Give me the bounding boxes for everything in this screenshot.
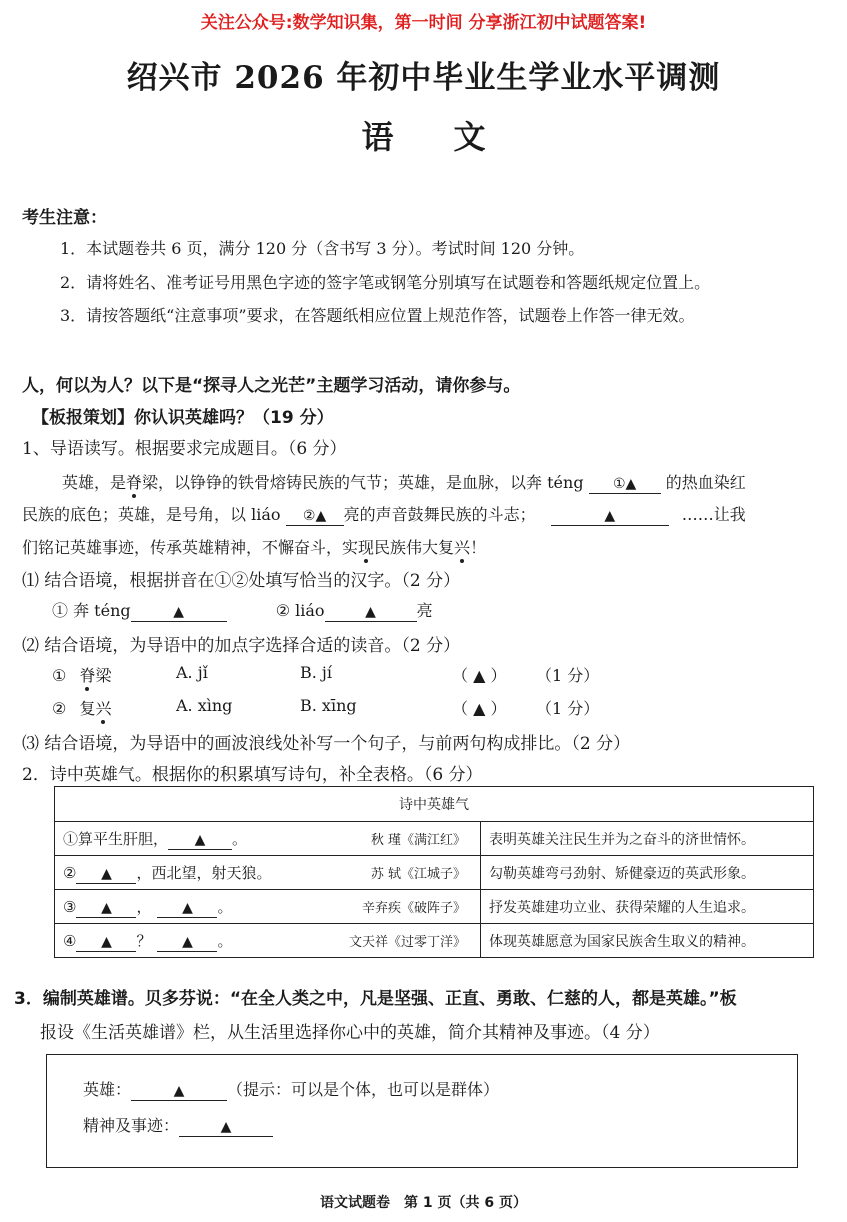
verse-text: ③ bbox=[63, 897, 77, 916]
verse-text: ④ bbox=[63, 931, 77, 950]
answer-liao[interactable]: ▲ bbox=[325, 603, 417, 622]
verse-text: ①算平生肝胆， bbox=[63, 829, 169, 848]
word-tail: 梁 bbox=[95, 666, 112, 685]
verse-blank[interactable]: ▲ bbox=[76, 899, 136, 918]
poem-source: 苏 轼《江城子》 bbox=[370, 867, 466, 882]
table-row bbox=[55, 856, 814, 890]
verse-blank[interactable]: ▲ bbox=[76, 933, 136, 952]
verse-cell bbox=[55, 924, 481, 958]
page-footer: 语文试题卷 第 1 页（共 6 页） bbox=[320, 1195, 527, 1211]
q1-title: 1、导语读写。根据要求完成题目。（6 分） bbox=[22, 439, 347, 459]
verse-cell bbox=[55, 890, 481, 924]
dotted-word bbox=[79, 699, 111, 718]
score-note: （1 分） bbox=[536, 699, 600, 718]
notice-item: 1．本试题卷共 6 页，满分 120 分（含书写 3 分）。考试时间 120 分钟。 bbox=[60, 239, 585, 258]
passage-text: ！ bbox=[470, 538, 487, 557]
section-heading: 【板报策划】你认识英雄吗？（19 分） bbox=[32, 408, 334, 428]
option-a[interactable]: A. xìng bbox=[176, 696, 233, 715]
passage-text: 亮的声音鼓舞民族的斗志； bbox=[343, 505, 536, 524]
passage-text: 们铭记英雄事迹，传承英雄精神，不懈奋斗，实 bbox=[22, 538, 359, 557]
passage-text: ……让我 bbox=[681, 505, 746, 524]
verse-text: ，西北望，射天狼。 bbox=[136, 863, 272, 882]
dotted-word bbox=[79, 666, 111, 685]
blank-1[interactable]: ①▲ bbox=[589, 475, 661, 494]
option-number: ① bbox=[52, 666, 67, 685]
verse-text: 。 bbox=[217, 931, 233, 950]
verse-blank[interactable]: ▲ bbox=[157, 899, 217, 918]
verse-blank[interactable]: ▲ bbox=[76, 865, 136, 884]
passage-line-1 bbox=[62, 470, 746, 494]
verse-text: ， bbox=[136, 897, 152, 916]
q3-instruction: 报设《生活英雄谱》栏，从生活里选择你心中的英雄，简介其精神及事迹。（4 分） bbox=[40, 1023, 660, 1043]
hero-answer-box bbox=[46, 1054, 798, 1168]
q3-title: 3．编制英雄谱。贝多芬说：“在全人类之中，凡是坚强、正直、勇敢、仁慈的人，都是英雄。”板 bbox=[14, 989, 737, 1009]
dotted-char: 现 bbox=[358, 535, 374, 558]
verse-blank[interactable]: ▲ bbox=[168, 831, 232, 850]
table-row bbox=[55, 890, 814, 924]
answer-slot[interactable]: （ ▲ ） bbox=[452, 666, 507, 685]
q2-title: 2．诗中英雄气。根据你的积累填写诗句，补全表格。（6 分） bbox=[22, 765, 483, 785]
q1-sub2: ⑵ 结合语境，为导语中的加点字选择合适的读音。（2 分） bbox=[22, 636, 461, 656]
notice-item: 3．请按答题纸“注意事项”要求，在答题纸相应位置上规范作答，试题卷上作答一律无效。 bbox=[60, 306, 695, 325]
pronunciation-row-1 bbox=[52, 663, 111, 686]
hero-line bbox=[83, 1077, 499, 1101]
activity-intro: 人，何以为人？以下是“探寻人之光芒”主题学习活动，请你参与。 bbox=[22, 376, 521, 396]
poem-source: 辛弃疾《破阵子》 bbox=[361, 901, 466, 916]
deeds-line bbox=[83, 1113, 273, 1137]
table-row bbox=[55, 822, 814, 856]
verse-blank[interactable]: ▲ bbox=[157, 933, 217, 952]
q1-sub1: ⑴ 结合语境，根据拼音在①②处填写恰当的汉字。（2 分） bbox=[22, 571, 461, 591]
poem-table bbox=[54, 786, 814, 958]
answer-slot[interactable]: （ ▲ ） bbox=[452, 699, 507, 718]
label-teng: ① 奔 téng bbox=[52, 601, 131, 620]
verse-text: ？ bbox=[136, 931, 152, 950]
table-row bbox=[55, 924, 814, 958]
q1-sub1-answers bbox=[52, 598, 433, 622]
hero-answer[interactable]: ▲ bbox=[131, 1082, 227, 1101]
answer-teng[interactable]: ▲ bbox=[131, 603, 227, 622]
meaning-cell: 表明英雄关注民生并为之奋斗的济世情怀。 bbox=[481, 822, 814, 856]
hero-label: 英雄： bbox=[83, 1080, 132, 1099]
verse-text: ② bbox=[63, 863, 77, 882]
blank-2[interactable]: ②▲ bbox=[286, 507, 344, 526]
verse-text: 。 bbox=[232, 829, 248, 848]
dotted-char: 兴 bbox=[454, 535, 470, 558]
promo-banner: 关注公众号:数学知识集，第一时间 分享浙江初中试题答案! bbox=[200, 13, 647, 33]
deeds-answer[interactable]: ▲ bbox=[179, 1118, 273, 1137]
option-b[interactable]: B. jí bbox=[300, 663, 333, 682]
deeds-label: 精神及事迹： bbox=[83, 1116, 180, 1135]
dotted-char: 兴 bbox=[95, 696, 111, 719]
meaning-cell: 抒发英雄建功立业、获得荣耀的人生追求。 bbox=[481, 890, 814, 924]
exam-title: 绍兴市 2026 年初中毕业生学业水平调测 bbox=[126, 60, 721, 96]
option-b[interactable]: B. xīng bbox=[300, 696, 357, 715]
poem-source: 秋 瑾《满江红》 bbox=[370, 833, 466, 848]
passage-line-3 bbox=[22, 535, 486, 558]
verse-cell bbox=[55, 822, 481, 856]
passage-text: 梁，以铮铮的铁骨熔铸民族的气节；英雄，是血脉，以奔 téng bbox=[142, 473, 584, 492]
dotted-char: 脊 bbox=[79, 663, 95, 686]
option-number: ② bbox=[52, 699, 67, 718]
notice-heading: 考生注意： bbox=[22, 208, 107, 228]
score-note: （1 分） bbox=[536, 666, 600, 685]
hero-hint: （提示：可以是个体，也可以是群体） bbox=[227, 1080, 500, 1099]
notice-item: 2．请将姓名、准考证号用黑色字迹的签字笔或钢笔分别填写在试题卷和答题纸规定位置上。 bbox=[60, 273, 711, 292]
subject-title: 语文 bbox=[361, 118, 546, 156]
label-liang: 亮 bbox=[416, 601, 433, 620]
passage-text: 英雄，是 bbox=[62, 473, 127, 492]
poem-source: 文天祥《过零丁洋》 bbox=[348, 935, 466, 950]
meaning-cell: 体现英雄愿意为国家民族舍生取义的精神。 bbox=[481, 924, 814, 958]
passage-text: 民族的底色；英雄，是号角，以 liáo bbox=[22, 505, 281, 524]
dotted-char: 脊 bbox=[126, 470, 142, 493]
word-head: 复 bbox=[79, 699, 96, 718]
meaning-cell: 勾勒英雄弯弓劲射、矫健豪迈的英武形象。 bbox=[481, 856, 814, 890]
passage-line-2 bbox=[22, 502, 746, 526]
blank-wavy-sentence[interactable]: ▲ bbox=[551, 507, 669, 526]
q1-sub3: ⑶ 结合语境，为导语中的画波浪线处补写一个句子，与前两句构成排比。（2 分） bbox=[22, 734, 631, 754]
passage-text: 民族伟大复 bbox=[374, 538, 455, 557]
passage-text: 的热血染红 bbox=[665, 473, 746, 492]
table-header-row bbox=[55, 787, 814, 822]
label-liao: ② liáo bbox=[275, 601, 325, 620]
pronunciation-row-2 bbox=[52, 696, 111, 719]
verse-cell bbox=[55, 856, 481, 890]
verse-text: 。 bbox=[217, 897, 233, 916]
option-a[interactable]: A. jǐ bbox=[176, 663, 208, 682]
table-title: 诗中英雄气 bbox=[55, 787, 814, 822]
